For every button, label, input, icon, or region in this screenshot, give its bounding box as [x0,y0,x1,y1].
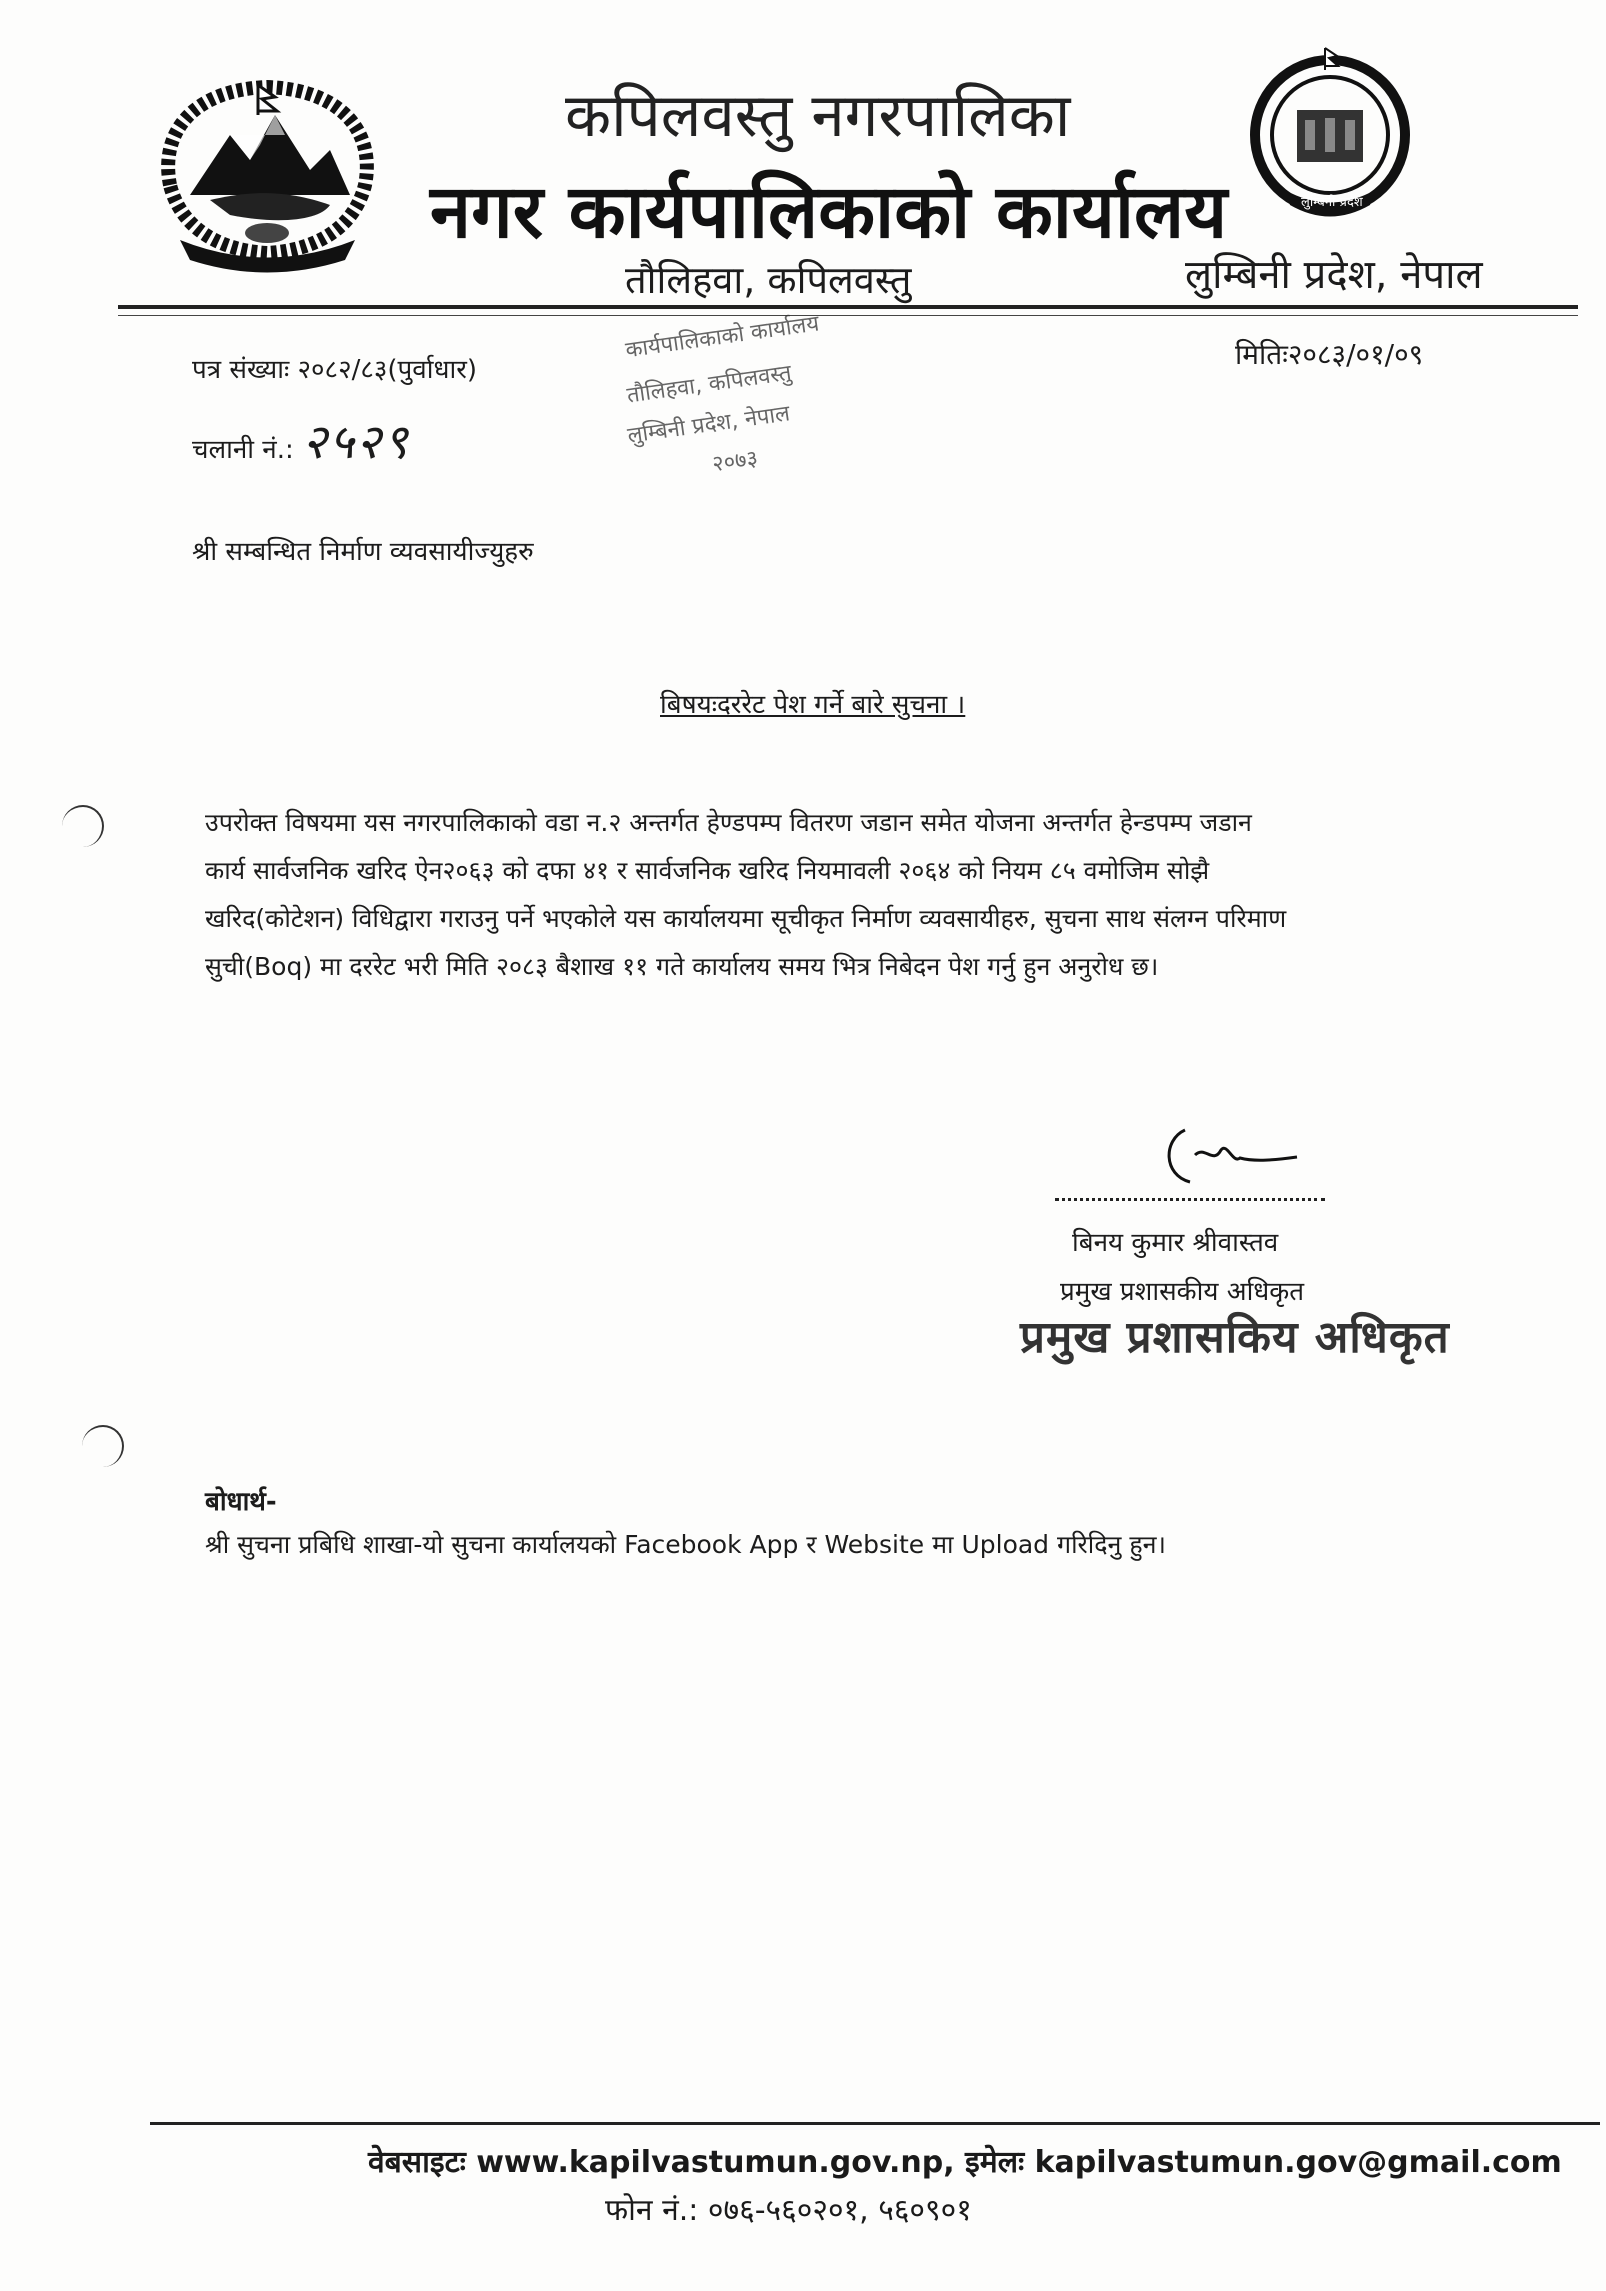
cc-label: बोधार्थ- [205,1487,277,1517]
footer-web-email: वेबसाइटः www.kapilvastumun.gov.np, इमेलः kapilvastumun.gov@gmail.com [368,2145,1562,2180]
recipient: श्री सम्बन्धित निर्माण व्यवसायीज्युहरु [192,537,534,567]
municipality-title: कपिलवस्तु नगरपालिका [565,81,1071,151]
signatory-title: प्रमुख प्रशासकीय अधिकृत [1060,1277,1305,1307]
office-location: तौलिहवा, कपिलवस्तु [625,258,912,302]
dispatch-number-label: चलानी नं.: [192,435,294,465]
footer-phone: फोन नं.: ०७६-५६०२०१, ५६०९०१ [605,2193,972,2228]
footer-divider [150,2122,1600,2125]
province-emblem [1245,40,1415,230]
punch-hole-mark-bottom [82,1425,124,1467]
signature [1155,1120,1305,1195]
signatory-title-stamp: प्रमुख प्रशासकिय अधिकृत [1020,1312,1450,1363]
province-name: लुम्बिनी प्रदेश, नेपाल [1185,252,1483,298]
body-line-1: उपरोक्त विषयमा यस नगरपालिकाको वडा न.२ अन्तर्गत हेण्डपम्प वितरण जडान समेत योजना अन्तर्गत हेन्डपम्प जडान [205,808,1252,837]
stamp-line-3: लुम्बिनी प्रदेश, नेपाल [625,401,792,449]
punch-hole-mark-top [62,805,104,847]
dispatch-number-value: २५२९ [302,414,410,470]
signature-line [1055,1198,1325,1201]
letter-number [192,350,477,386]
letter-number-value: २०८२/८३(पुर्वाधार) [297,355,477,385]
province-emblem-caption: लुम्बिनी प्रदेश [1301,195,1363,210]
dispatch-number [192,408,410,473]
cc-text: श्री सुचना प्रबिधि शाखा-यो सुचना कार्यालयको Facebook App र Website मा Upload गरिदिनु हुन। [205,1530,1166,1559]
nepal-emblem [150,75,385,275]
office-stamp [597,250,894,496]
letter-date: मितिः२०८३/०१/०९ [1235,338,1424,371]
stamp-year: २०७३ [710,446,760,478]
letter-number-label: पत्र संख्याः [192,355,290,385]
signatory-name: बिनय कुमार श्रीवास्तव [1072,1228,1279,1258]
body-line-3: खरिद(कोटेशन) विधिद्वारा गराउनु पर्ने भएकोले यस कार्यालयमा सूचीकृत निर्माण व्यवसायीहरु, सुचना साथ संलग्न परिमाण [205,904,1287,933]
office-title: नगर कार्यपालिकाको कार्यालय [430,169,1228,255]
stamp-line-2: तौलिहवा, कपिलवस्तु [625,360,793,409]
letter-body [205,805,1585,997]
body-line-2: कार्य सार्वजनिक खरिद ऐन२०६३ को दफा ४१ र सार्वजनिक खरिद नियमावली २०६४ को नियम ८५ वमोजिम सोझै [205,856,1210,885]
stamp-line-1: कार्यपालिकाको कार्यालय [624,311,821,364]
subject: बिषयःदररेट पेश गर्ने बारे सुचना । [660,690,966,720]
body-line-4: सुची(Boq) मा दररेट भरी मिति २०८३ बैशाख ११ गते कार्यालय समय भित्र निबेदन पेश गर्नु हुन अनुरोध छ। [205,952,1159,981]
